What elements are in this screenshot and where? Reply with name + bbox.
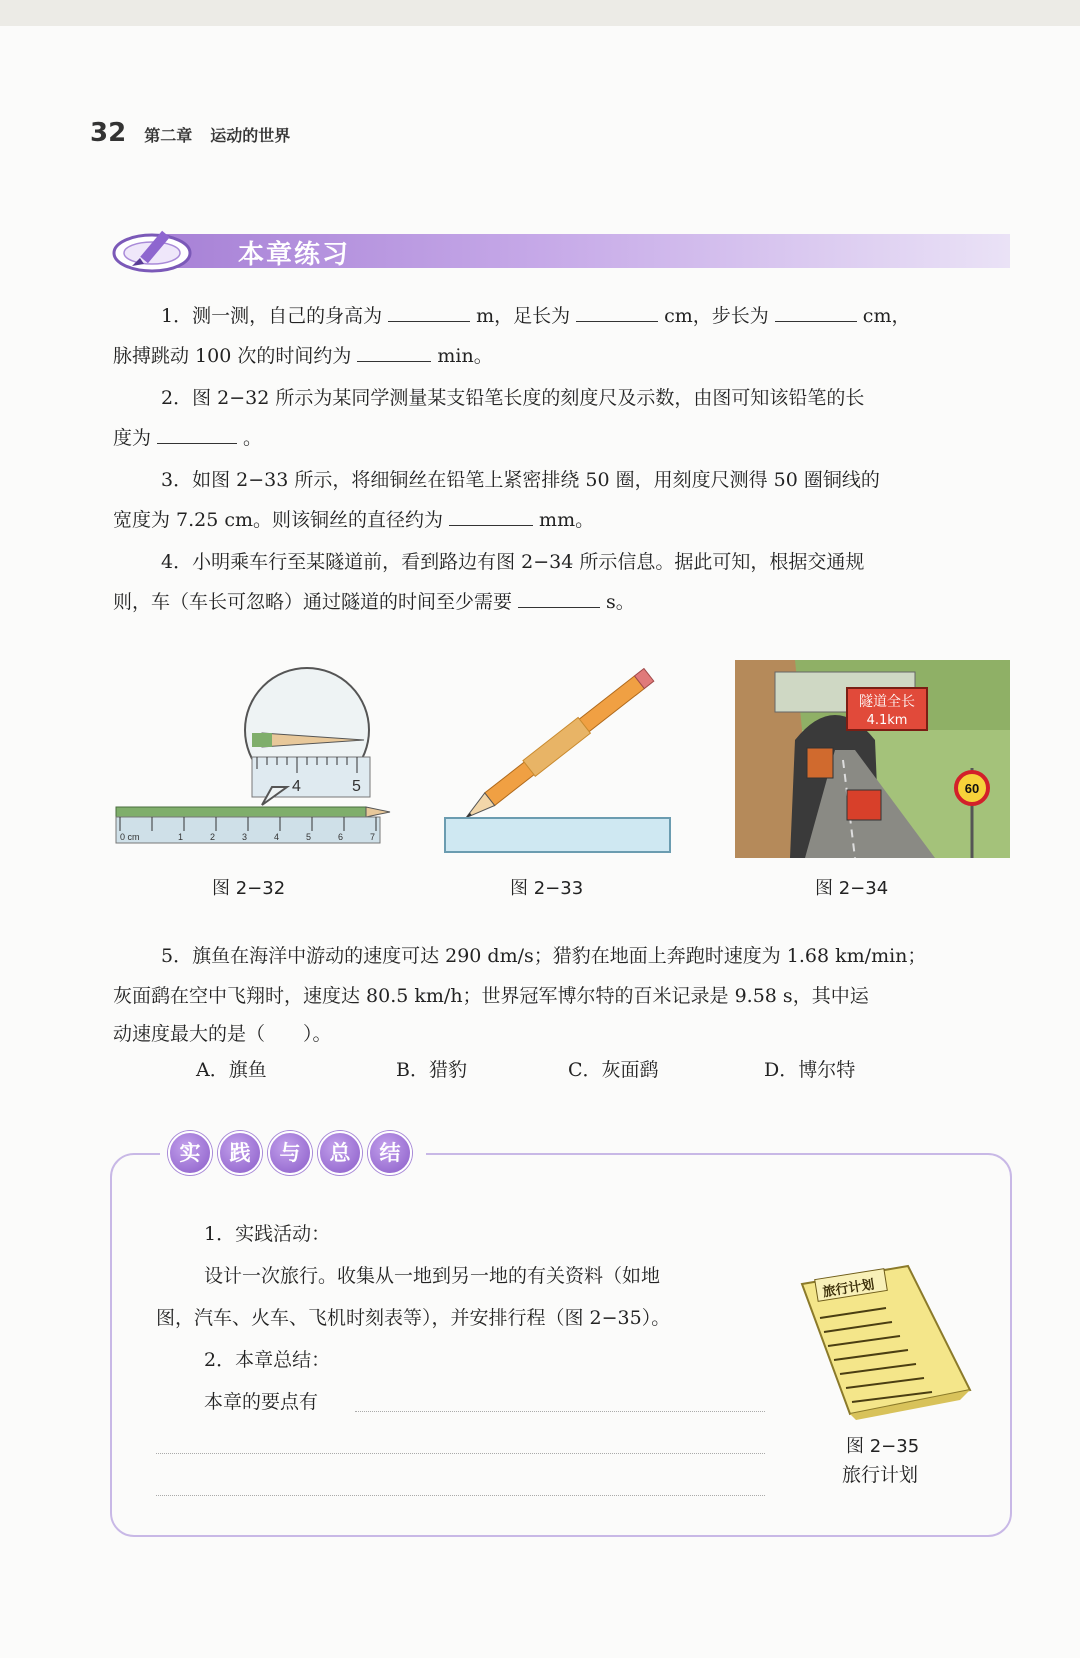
ruler-tick-5: 5 [306,832,312,842]
practice-title [160,1131,426,1175]
ruler-tick-1: 1 [178,832,184,842]
q1-blank-height [388,301,470,322]
question-2-line2 [113,418,1010,458]
question-2 [113,378,1010,418]
q3-text-a: 3．如图 2−33 所示，将细铜丝在铅笔上紧密排绕 50 圈，用刻度尺测得 50 圈铜线的 [161,469,880,491]
q5-text-c: 动速度最大的是（ ）。 [113,1023,332,1045]
title-char-2: 践 [218,1131,262,1175]
q1-text-b: m，足长为 [476,305,571,327]
question-3-line2 [113,500,1010,540]
figure-2-33 [440,668,680,858]
exercise-banner [110,228,1010,272]
q3-text-c: mm。 [539,509,595,531]
q2-text-c: 。 [243,427,263,449]
q2-blank [157,423,237,444]
caption-2-32: 图 2−32 [212,878,286,899]
title-char-4: 总 [318,1131,362,1175]
zoom-tick-4: 4 [292,778,301,795]
caption-2-34: 图 2−34 [815,878,889,899]
q1-text-f: min。 [437,345,493,367]
practice-item1-title: 1．实践活动： [204,1223,331,1245]
title-char-5: 结 [368,1131,412,1175]
ruler-tick-6: 6 [338,832,344,842]
ruler-unit: 0 cm [120,832,140,842]
option-a: A．旗鱼 [196,1059,267,1081]
question-3 [113,460,1010,500]
ruler-33 [445,818,670,852]
option-b: B．猎豹 [396,1059,467,1081]
option-d: D．博尔特 [764,1059,856,1081]
option-c: C．灰面鹞 [568,1059,659,1081]
practice-item1-line2: 图，汽车、火车、飞机时刻表等），并安排行程（图 2−35）。 [156,1307,671,1329]
question-4-line2 [113,582,1010,622]
paper-title: 旅行计划 [821,1277,876,1301]
q1-text-c: cm，步长为 [664,305,769,327]
question-5-line3 [113,1014,1010,1054]
chapter-title: 运动的世界 [210,126,291,145]
q1-blank-step [775,301,857,322]
practice-item2-title: 2．本章总结： [204,1349,331,1371]
question-1-line2 [113,336,1010,376]
q1-text-a: 1．测一测，自己的身高为 [161,305,383,327]
q3-text-b: 宽度为 7.25 cm。则该铜丝的直径约为 [113,509,444,531]
sign-line1: 隧道全长 [859,694,915,710]
figure-2-35 [790,1262,975,1422]
exercise-title: 本章练习 [238,240,351,270]
pencil-note-icon [110,228,200,278]
zoom-pencil-body [252,733,272,747]
title-char-1: 实 [168,1131,212,1175]
title-char-3: 与 [268,1131,312,1175]
speed-limit-value: 60 [964,781,980,796]
caption-2-35-subtitle: 旅行计划 [842,1464,919,1486]
page-number: 32 [90,118,127,148]
figure-2-34 [735,660,1010,858]
q3-blank [449,505,533,526]
figure-2-32 [112,665,392,855]
q2-text-b: 度为 [113,427,152,449]
ruler-tick-2: 2 [210,832,216,842]
q1-text-e: 脉搏跳动 100 次的时间约为 [113,345,352,367]
sign-line2: 4.1km [866,713,908,728]
summary-writing-line-2 [156,1452,765,1454]
q2-text-a: 2．图 2−32 所示为某同学测量某支铅笔长度的刻度尺及示数，由图可知该铅笔的长 [161,387,865,409]
wound-pencil [460,668,655,826]
caption-2-33: 图 2−33 [510,878,584,899]
q1-blank-pulse [357,341,431,362]
pencil-tip [366,807,390,817]
q5-text-a: 5．旗鱼在海洋中游动的速度可达 290 dm/s；猎豹在地面上奔跑时速度为 1.68 km/min； [161,945,927,967]
car-icon [847,790,881,820]
pencil-body [116,807,366,817]
q4-text-b: 则，车（车长可忽略）通过隧道的时间至少需要 [113,591,513,613]
q4-text-c: s。 [606,591,635,613]
practice-item2-line1: 本章的要点有 [204,1391,319,1413]
q1-text-d: cm， [862,305,911,327]
summary-writing-line-1 [355,1410,765,1412]
scan-top-edge [0,0,1080,26]
ruler-tick-7: 7 [370,832,376,842]
chapter-label: 第二章 [144,126,193,145]
q4-blank [518,587,600,608]
ruler-tick-4: 4 [274,832,280,842]
q5-text-b: 灰面鹞在空中飞翔时，速度达 80.5 km/h；世界冠军博尔特的百米记录是 9.58 s，其中运 [113,985,869,1007]
page-header [90,118,290,148]
caption-2-35: 图 2−35 [846,1436,920,1457]
q1-blank-foot [576,301,658,322]
question-5 [113,936,1010,976]
practice-item1-line1: 设计一次旅行。收集从一地到另一地的有关资料（如地 [204,1265,661,1287]
ruler-tick-3: 3 [242,832,248,842]
zoom-tick-5: 5 [352,778,361,795]
summary-writing-line-3 [156,1494,765,1496]
truck-icon [807,748,833,778]
question-5-line2 [113,976,1010,1016]
question-1 [113,296,1010,336]
q5-options [196,1055,996,1082]
question-4 [113,542,1010,582]
q4-text-a: 4．小明乘车行至某隧道前，看到路边有图 2−34 所示信息。据此可知，根据交通规 [161,551,865,573]
